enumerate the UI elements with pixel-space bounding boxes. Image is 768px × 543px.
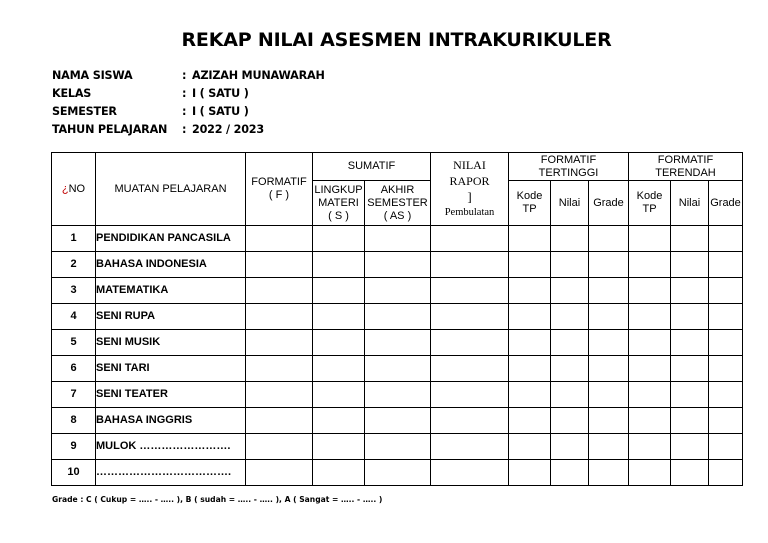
terendah-grade-header: Grade	[709, 181, 743, 226]
grade-footnote: Grade : C ( Cukup = ….. - ….. ), B ( sudah = ….. - ….. ), A ( Sangat = ….. - ….. )	[52, 495, 383, 504]
nilai-rapor-bracket: ]	[467, 189, 472, 204]
score-cell[interactable]	[551, 278, 589, 304]
no-prefix-glyph: ¿	[61, 182, 69, 195]
score-cell[interactable]	[551, 460, 589, 486]
lingkup-label-2: MATERI	[318, 196, 359, 209]
row-number: 7	[52, 382, 96, 408]
info-row	[52, 121, 325, 139]
score-cell[interactable]	[313, 408, 365, 434]
score-cell[interactable]	[551, 304, 589, 330]
score-cell[interactable]	[709, 278, 743, 304]
score-cell[interactable]	[671, 408, 709, 434]
score-cell[interactable]	[589, 382, 629, 408]
score-cell[interactable]	[551, 356, 589, 382]
row-subject: SENI TARI	[96, 356, 246, 382]
page-title: REKAP NILAI ASESMEN INTRAKURIKULER	[181, 29, 612, 51]
score-cell[interactable]	[551, 330, 589, 356]
row-subject: BAHASA INGGRIS	[96, 408, 246, 434]
score-cell[interactable]	[709, 434, 743, 460]
col-formatif-header	[246, 153, 313, 226]
score-cell[interactable]	[509, 252, 551, 278]
score-cell[interactable]	[509, 408, 551, 434]
nilai-rapor-label-2: RAPOR	[449, 174, 490, 188]
row-subject: MATEMATIKA	[96, 278, 246, 304]
kode-label: Kode	[516, 190, 543, 202]
table-row	[52, 330, 743, 356]
score-cell[interactable]	[589, 408, 629, 434]
score-cell[interactable]	[629, 434, 671, 460]
score-cell[interactable]	[709, 460, 743, 486]
score-cell[interactable]	[509, 382, 551, 408]
row-number: 1	[52, 226, 96, 252]
score-cell[interactable]	[246, 434, 313, 460]
score-cell[interactable]	[313, 226, 365, 252]
row-number: 5	[52, 330, 96, 356]
score-cell[interactable]	[551, 226, 589, 252]
pembulatan-label: Pembulatan	[444, 207, 495, 218]
terendah-nilai-header: Nilai	[671, 181, 709, 226]
score-cell[interactable]	[709, 304, 743, 330]
score-cell[interactable]	[246, 408, 313, 434]
score-cell[interactable]	[709, 252, 743, 278]
table-row	[52, 226, 743, 252]
score-cell[interactable]	[671, 304, 709, 330]
score-cell[interactable]	[589, 460, 629, 486]
score-cell[interactable]	[431, 460, 509, 486]
nilai-rapor-label-1: NILAI	[453, 158, 486, 172]
score-cell[interactable]	[246, 252, 313, 278]
score-cell[interactable]	[629, 408, 671, 434]
row-number: 9	[52, 434, 96, 460]
table-row	[52, 278, 743, 304]
info-label: NAMA SISWA	[52, 69, 133, 82]
tp-label: TP	[642, 203, 657, 215]
score-cell[interactable]	[365, 252, 431, 278]
info-separator: :	[182, 105, 187, 118]
grade-table	[51, 152, 743, 486]
score-cell[interactable]	[671, 226, 709, 252]
score-cell[interactable]	[671, 252, 709, 278]
col-no-header	[52, 153, 96, 226]
score-cell[interactable]	[313, 356, 365, 382]
score-cell[interactable]	[313, 382, 365, 408]
score-cell[interactable]	[551, 252, 589, 278]
score-cell[interactable]	[431, 304, 509, 330]
score-cell[interactable]	[431, 408, 509, 434]
score-cell[interactable]	[709, 408, 743, 434]
info-value: I ( SATU )	[192, 105, 249, 118]
score-cell[interactable]	[671, 460, 709, 486]
score-cell[interactable]	[629, 330, 671, 356]
col-muatan-header: MUATAN PELAJARAN	[96, 153, 246, 226]
formatif-tertinggi-label-1: FORMATIF	[540, 153, 597, 166]
student-info	[52, 67, 325, 139]
table-row	[52, 460, 743, 486]
score-cell[interactable]	[709, 330, 743, 356]
table-row	[52, 434, 743, 460]
score-cell[interactable]	[671, 278, 709, 304]
score-cell[interactable]	[365, 304, 431, 330]
col-formatif-terendah-header	[629, 153, 743, 181]
row-subject: SENI RUPA	[96, 304, 246, 330]
akhir-label-3: ( AS )	[383, 209, 412, 222]
row-subject: SENI TEATER	[96, 382, 246, 408]
col-formatif-tertinggi-header	[509, 153, 629, 181]
info-value: AZIZAH MUNAWARAH	[192, 69, 325, 82]
score-cell[interactable]	[431, 330, 509, 356]
table-row	[52, 382, 743, 408]
score-cell[interactable]	[509, 356, 551, 382]
lingkup-label-3: ( S )	[328, 209, 349, 222]
info-separator: :	[182, 87, 187, 100]
formatif-terendah-label-2: TERENDAH	[655, 166, 716, 179]
row-number: 10	[52, 460, 96, 486]
formatif-tertinggi-label-2: TERTINGGI	[538, 166, 599, 179]
score-cell[interactable]	[431, 226, 509, 252]
row-number: 6	[52, 356, 96, 382]
score-cell[interactable]	[671, 330, 709, 356]
score-cell[interactable]	[589, 304, 629, 330]
score-cell[interactable]	[246, 356, 313, 382]
row-subject: SENI MUSIK	[96, 330, 246, 356]
score-cell[interactable]	[709, 382, 743, 408]
score-cell[interactable]	[365, 434, 431, 460]
row-number: 3	[52, 278, 96, 304]
lingkup-label-1: LINGKUP	[314, 183, 363, 196]
col-no-label: NO	[68, 182, 86, 195]
table-row	[52, 356, 743, 382]
score-cell[interactable]	[671, 356, 709, 382]
score-cell[interactable]	[589, 434, 629, 460]
row-subject: ……………………………….	[96, 460, 246, 486]
score-cell[interactable]	[589, 252, 629, 278]
score-cell[interactable]	[365, 356, 431, 382]
score-cell[interactable]	[313, 460, 365, 486]
score-cell[interactable]	[509, 304, 551, 330]
formatif-terendah-label-1: FORMATIF	[657, 153, 714, 166]
table-row	[52, 252, 743, 278]
terendah-kode-tp-header	[629, 181, 671, 226]
score-cell[interactable]	[246, 278, 313, 304]
row-number: 4	[52, 304, 96, 330]
row-subject: PENDIDIKAN PANCASILA	[96, 226, 246, 252]
info-separator: :	[182, 123, 187, 136]
score-cell[interactable]	[313, 278, 365, 304]
score-cell[interactable]	[589, 356, 629, 382]
score-cell[interactable]	[709, 356, 743, 382]
info-label: TAHUN PELAJARAN	[52, 123, 168, 136]
info-value: I ( SATU )	[192, 87, 249, 100]
score-cell[interactable]	[313, 330, 365, 356]
score-cell[interactable]	[431, 278, 509, 304]
score-cell[interactable]	[551, 434, 589, 460]
score-cell[interactable]	[589, 226, 629, 252]
score-cell[interactable]	[246, 304, 313, 330]
col-sumatif-header: SUMATIF	[313, 153, 431, 181]
tertinggi-nilai-header: Nilai	[551, 181, 589, 226]
score-cell[interactable]	[589, 278, 629, 304]
score-cell[interactable]	[313, 252, 365, 278]
score-cell[interactable]	[629, 304, 671, 330]
akhir-label-1: AKHIR	[380, 183, 415, 196]
score-cell[interactable]	[246, 226, 313, 252]
info-value: 2022 / 2023	[192, 123, 264, 136]
score-cell[interactable]	[365, 382, 431, 408]
table-row	[52, 408, 743, 434]
kode-label: Kode	[636, 190, 663, 202]
score-cell[interactable]	[365, 460, 431, 486]
info-separator: :	[182, 69, 187, 82]
score-cell[interactable]	[671, 382, 709, 408]
row-number: 8	[52, 408, 96, 434]
score-cell[interactable]	[551, 408, 589, 434]
col-nilai-rapor-header	[431, 153, 509, 226]
score-cell[interactable]	[629, 226, 671, 252]
info-row	[52, 85, 325, 103]
score-cell[interactable]	[629, 356, 671, 382]
score-cell[interactable]	[365, 330, 431, 356]
score-cell[interactable]	[246, 382, 313, 408]
info-label: SEMESTER	[52, 105, 117, 118]
score-cell[interactable]	[509, 434, 551, 460]
score-cell[interactable]	[629, 382, 671, 408]
tp-label: TP	[522, 203, 537, 215]
tertinggi-grade-header: Grade	[589, 181, 629, 226]
score-cell[interactable]	[313, 304, 365, 330]
akhir-label-2: SEMESTER	[367, 196, 428, 209]
score-cell[interactable]	[509, 278, 551, 304]
tertinggi-kode-tp-header	[509, 181, 551, 226]
score-cell[interactable]	[709, 226, 743, 252]
score-cell[interactable]	[246, 460, 313, 486]
score-cell[interactable]	[509, 330, 551, 356]
col-lingkup-materi-header	[313, 181, 365, 226]
score-cell[interactable]	[629, 278, 671, 304]
row-number: 2	[52, 252, 96, 278]
score-cell[interactable]	[431, 252, 509, 278]
score-cell[interactable]	[589, 330, 629, 356]
score-cell[interactable]	[365, 408, 431, 434]
score-cell[interactable]	[365, 226, 431, 252]
info-row	[52, 103, 325, 121]
score-cell[interactable]	[509, 460, 551, 486]
row-subject: MULOK …………………….	[96, 434, 246, 460]
score-cell[interactable]	[671, 434, 709, 460]
table-row	[52, 304, 743, 330]
formatif-label: FORMATIF	[251, 176, 307, 188]
score-cell[interactable]	[629, 460, 671, 486]
score-cell[interactable]	[509, 226, 551, 252]
score-cell[interactable]	[431, 382, 509, 408]
info-row	[52, 67, 325, 85]
col-akhir-semester-header	[365, 181, 431, 226]
score-cell[interactable]	[629, 252, 671, 278]
score-cell[interactable]	[313, 434, 365, 460]
score-cell[interactable]	[431, 356, 509, 382]
score-cell[interactable]	[246, 330, 313, 356]
score-cell[interactable]	[365, 278, 431, 304]
score-cell[interactable]	[431, 434, 509, 460]
info-label: KELAS	[52, 87, 92, 100]
formatif-code: ( F )	[268, 189, 290, 201]
score-cell[interactable]	[551, 382, 589, 408]
row-subject: BAHASA INDONESIA	[96, 252, 246, 278]
